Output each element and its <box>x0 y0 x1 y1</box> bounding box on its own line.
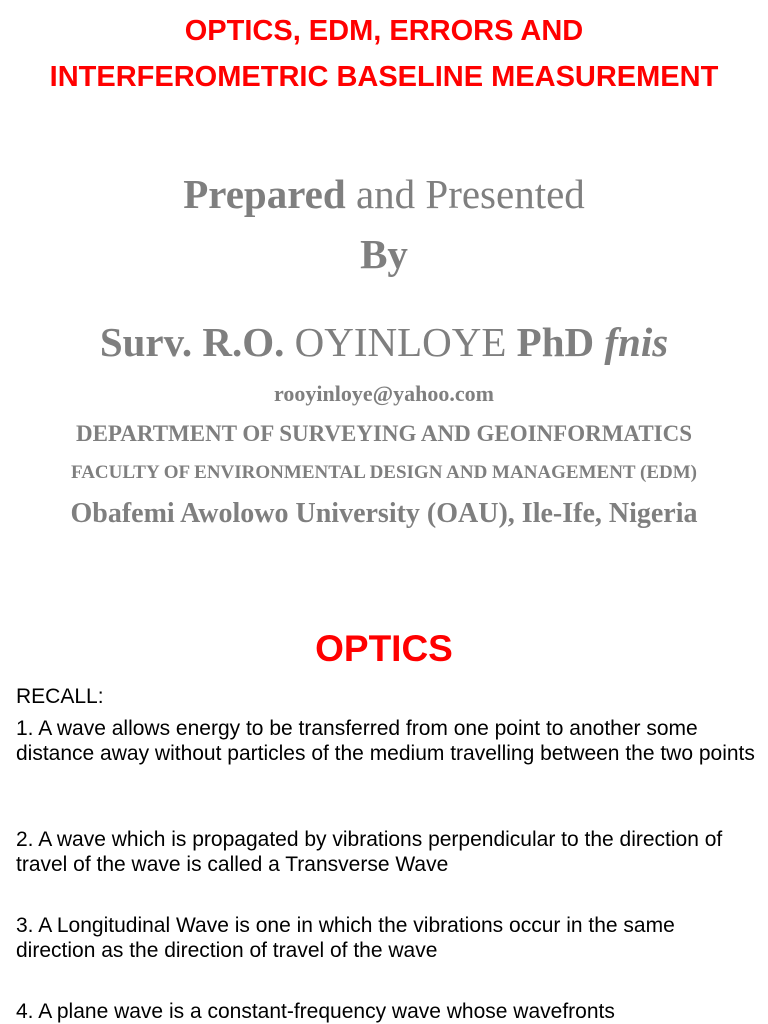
recall-label: RECALL: <box>16 685 104 708</box>
university-name: Obafemi Awolowo University (OAU), Ile-Ife, Nigeria <box>70 498 698 529</box>
presenter-name <box>0 318 768 366</box>
prepared-line <box>0 170 768 218</box>
presenter-email: rooyinloye@yahoo.com <box>274 381 494 406</box>
optics-item-3: 3. A Longitudinal Wave is one in which the vibrations occur in the same direction as the direction of travel of the wave <box>16 914 675 962</box>
document-title-line-2: INTERFEROMETRIC BASELINE MEASUREMENT <box>49 61 719 93</box>
faculty-name: FACULTY OF ENVIRONMENTAL DESIGN AND MANAGEMENT (EDM) <box>71 462 697 483</box>
by-line: By <box>360 231 408 277</box>
optics-heading: OPTICS <box>315 628 453 669</box>
optics-item-2: 2. A wave which is propagated by vibrations perpendicular to the direction of travel of the wave is called a Transverse Wave <box>16 828 723 876</box>
optics-item-4: 4. A plane wave is a constant-frequency wave whose wavefronts <box>16 1000 615 1023</box>
document-title-line-1: OPTICS, EDM, ERRORS AND <box>184 15 584 47</box>
name-suffix: fnis <box>604 319 669 365</box>
department-name: DEPARTMENT OF SURVEYING AND GEOINFORMATICS <box>75 421 693 446</box>
name-degree: PhD <box>516 319 605 365</box>
name-surname: OYINLOYE <box>284 319 517 365</box>
prepared-word: Prepared <box>183 171 346 217</box>
optics-item-1: 1. A wave allows energy to be transferred from one point to another some distance away without particles of the medium travelling between the two points <box>16 717 755 765</box>
name-prefix: Surv. R.O. <box>99 319 285 365</box>
and-presented-text: and Presented <box>345 171 585 217</box>
